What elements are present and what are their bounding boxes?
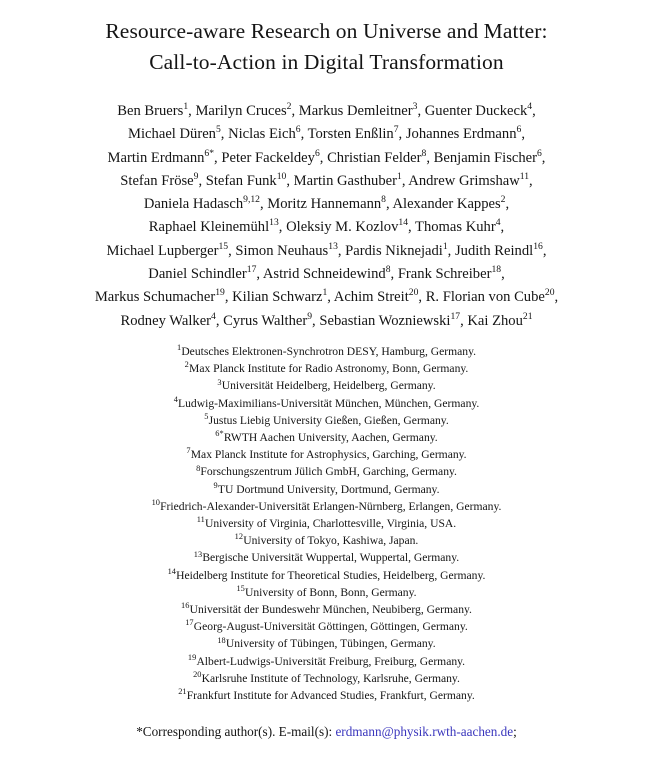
author-line: Raphael Kleinemühl$^{13}$, Oleksiy M. Kozlov$^{14}$, Thomas Kuhr$^4$, — [148, 217, 505, 236]
affiliation-text: University of Tübingen, Tübingen, Germany. — [225, 637, 436, 651]
affiliation-marker: 11 — [196, 515, 205, 525]
affiliation-marker: 21 — [178, 687, 187, 697]
affiliation-item — [10, 549, 643, 566]
affiliation-text: Max Planck Institute for Radio Astronomy, Bonn, Germany. — [189, 362, 469, 376]
corresponding-author-email-link[interactable]: erdmann@physik.rwth-aachen.de — [335, 724, 514, 739]
affiliation-item — [10, 481, 643, 498]
affiliation-item — [10, 532, 643, 549]
affiliation-marker: 7 — [186, 446, 191, 456]
affiliation-item — [10, 498, 643, 515]
affiliation-text: Deutsches Elektronen-Synchrotron DESY, Hamburg, Germany. — [181, 344, 477, 358]
affiliation-item — [10, 618, 643, 635]
affiliation-text: University of Bonn, Bonn, Germany. — [245, 585, 417, 599]
title-line-1: Resource-aware Research on Universe and Matter: — [105, 19, 548, 43]
affiliation-text: Justus Liebig University Gießen, Gießen, Germany. — [208, 413, 449, 427]
affiliation-text: Friedrich-Alexander-Universität Erlangen-Nürnberg, Erlangen, Germany. — [160, 499, 502, 513]
affiliation-item — [10, 567, 643, 584]
affiliation-item — [10, 360, 643, 377]
footnote-line — [0, 722, 653, 741]
author-line: Daniela Hadasch$^{9,12}$, Moritz Hannemann$^8$, Alexander Kappes$^2$, — [143, 194, 510, 213]
affiliation-text: University of Tokyo, Kashiwa, Japan. — [243, 534, 419, 548]
affiliation-item — [10, 687, 643, 704]
author-line: Michael Düren$^5$, Niclas Eich$^6$, Torsten Enßlin$^7$, Johannes Erdmann$^6$, — [128, 124, 525, 143]
affiliation-text: Albert-Ludwigs-Universität Freiburg, Freiburg, Germany. — [196, 654, 466, 668]
affiliation-marker: 14 — [167, 566, 176, 576]
footnote-prefix: *Corresponding author(s). E-mail(s): — [136, 724, 336, 739]
affiliation-item — [10, 429, 643, 446]
affiliation-marker: 3 — [217, 377, 222, 387]
page-title — [0, 0, 653, 78]
author-line: Ben Bruers$^1$, Marilyn Cruces$^2$, Markus Demleitner$^3$, Guenter Duckeck$^4$, — [117, 101, 536, 119]
affiliation-text: Frankfurt Institute for Advanced Studies, Frankfurt, Germany. — [186, 689, 475, 703]
affiliation-item — [10, 412, 643, 429]
author-line: Rodney Walker$^4$, Cyrus Walther$^9$, Sebastian Wozniewski$^{17}$, Kai Zhou$^{21}$ — [120, 310, 533, 329]
affiliation-item — [10, 395, 643, 412]
author-list — [0, 100, 653, 333]
affiliation-item — [10, 635, 643, 652]
affiliation-text: TU Dortmund University, Dortmund, Germany. — [217, 482, 440, 496]
affiliation-marker: 8 — [196, 463, 201, 473]
affiliation-text: Max Planck Institute for Astrophysics, Garching, Germany. — [190, 448, 467, 462]
affiliation-item — [10, 515, 643, 532]
affiliation-marker: 12 — [234, 532, 244, 542]
affiliation-item — [10, 463, 643, 480]
author-line: Daniel Schindler$^{17}$, Astrid Schneidewind$^8$, Frank Schreiber$^{18}$, — [148, 264, 505, 283]
affiliation-text: Universität Heidelberg, Heidelberg, Germany. — [221, 379, 436, 393]
affiliation-marker: 17 — [185, 618, 194, 628]
affiliation-marker: 13 — [193, 549, 203, 559]
affiliation-marker: 15 — [236, 583, 245, 593]
corresponding-author-note — [0, 722, 653, 741]
author-line: Stefan Fröse$^9$, Stefan Funk$^{10}$, Martin Gasthuber$^1$, Andrew Grimshaw$^{11}$, — [120, 171, 533, 189]
affiliation-item — [10, 446, 643, 463]
affiliation-text: University of Virginia, Charlottesville, Virginia, USA. — [205, 517, 457, 530]
affiliation-text: Georg-August-Universität Göttingen, Göttingen, Germany. — [193, 620, 468, 634]
affiliation-item — [10, 601, 643, 618]
affiliation-marker: 16 — [181, 601, 190, 611]
affiliation-marker: 1 — [176, 343, 182, 353]
title-line-2: Call-to-Action in Digital Transformation — [149, 50, 504, 74]
affiliation-item — [10, 584, 643, 601]
affiliation-marker: 10 — [151, 497, 160, 507]
footnote-suffix: ; — [513, 724, 517, 739]
author-line: Michael Lupberger$^{15}$, Simon Neuhaus$^{13}$, Pardis Niknejadi$^1$, Judith Reindl$^{16}$, — [106, 240, 547, 259]
affiliation-marker: 18 — [217, 635, 226, 645]
affiliation-item — [10, 377, 643, 394]
affiliation-item — [10, 653, 643, 670]
affiliation-item — [10, 343, 643, 360]
author-line: Markus Schumacher$^{19}$, Kilian Schwarz$^1$, Achim Streit$^{20}$, R. Florian von Cube$^{20}$, — [94, 287, 559, 306]
affiliation-marker: 4 — [173, 394, 178, 404]
affiliation-item — [10, 670, 643, 687]
affiliation-text: Universität der Bundeswehr München, Neubiberg, Germany. — [189, 603, 472, 617]
affiliation-marker: 5 — [204, 411, 209, 421]
affiliation-marker: 2 — [184, 360, 189, 370]
affiliation-marker: 6* — [215, 429, 224, 439]
affiliation-text: Ludwig-Maximilians-Universität München, München, Germany. — [178, 396, 480, 410]
affiliation-text: RWTH Aachen University, Aachen, Germany. — [223, 430, 438, 444]
affiliation-text: Karlsruhe Institute of Technology, Karlsruhe, Germany. — [201, 671, 460, 685]
affiliation-marker: 19 — [187, 652, 197, 662]
affiliation-text: Bergische Universität Wuppertal, Wuppertal, Germany. — [202, 551, 460, 565]
affiliation-list — [0, 343, 653, 704]
affiliation-text: Heidelberg Institute for Theoretical Studies, Heidelberg, Germany. — [176, 568, 486, 582]
affiliation-text: Forschungszentrum Jülich GmbH, Garching, Germany. — [200, 465, 457, 479]
author-line: Martin Erdmann$^{6*}$, Peter Fackeldey$^6$, Christian Felder$^8$, Benjamin Fischer$^6$, — [107, 147, 546, 166]
affiliation-marker: 9 — [213, 480, 218, 490]
affiliation-marker: 20 — [193, 669, 202, 679]
